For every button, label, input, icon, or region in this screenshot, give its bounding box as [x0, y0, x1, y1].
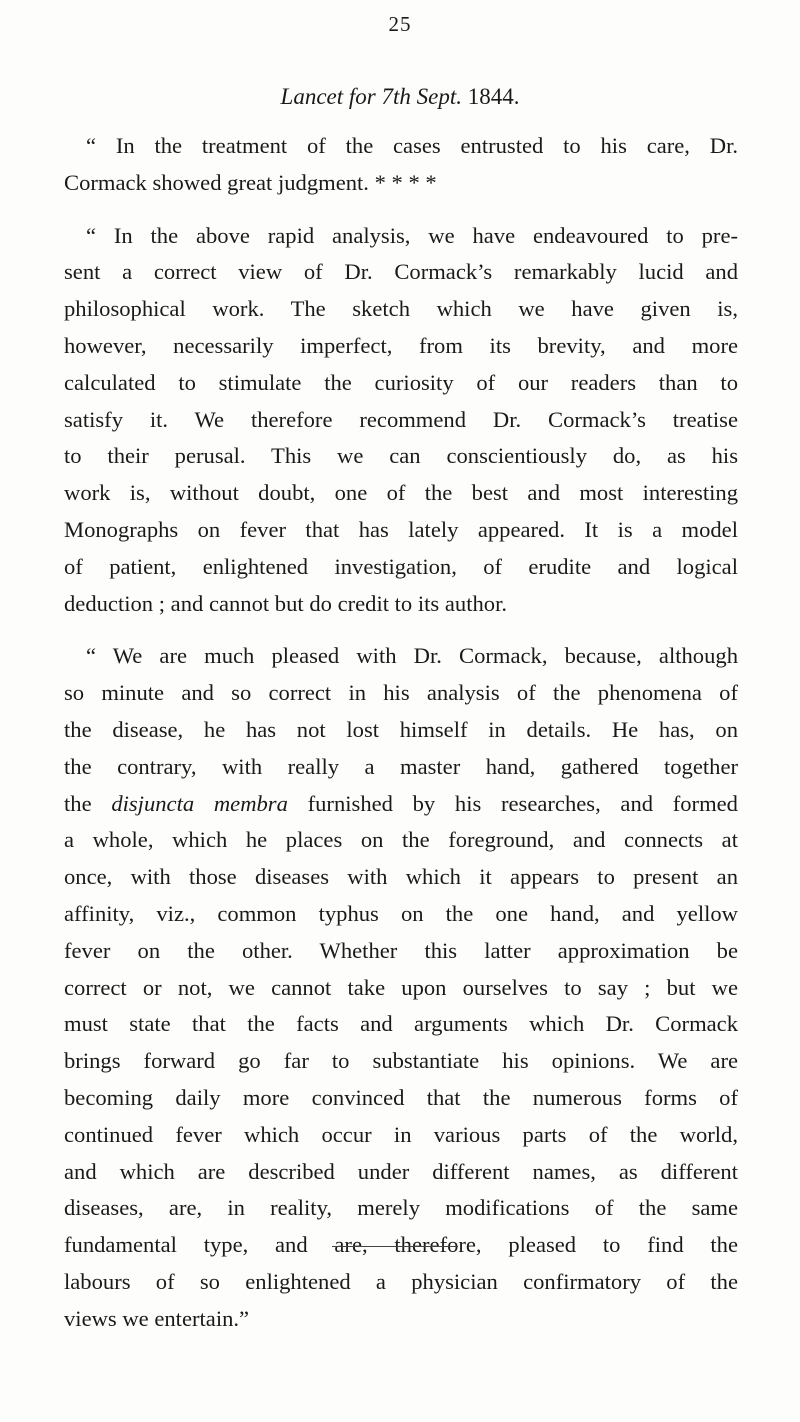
text-line: philosophical work. The sketch which we have given is,: [64, 296, 738, 322]
text-line: to their perusal. This we can conscientiously do, as his: [64, 443, 738, 469]
text-line: must state that the facts and arguments which Dr. Cormack: [64, 1011, 738, 1037]
text-line: Cormack showed great judgment. * * * *: [64, 169, 437, 195]
text-line: “ We are much pleased with Dr. Cormack, because, although: [86, 643, 738, 669]
text-line: becoming daily more convinced that the numerous forms of: [64, 1084, 738, 1110]
end-rule: [332, 1246, 458, 1247]
text-line: calculated to stimulate the curiosity of our readers than to: [64, 369, 738, 395]
text-line: the contrary, with really a master hand, gathered together: [64, 753, 738, 779]
text-line: views we entertain.”: [64, 1305, 250, 1331]
text-line: deduction ; and cannot but do credit to its author.: [64, 590, 507, 616]
source-title: Lancet for 7th Sept.: [280, 84, 462, 109]
text-line: and which are described under different names, as different: [64, 1158, 738, 1184]
paragraph-1: [64, 128, 738, 202]
text-line: once, with those diseases with which it appears to present an: [64, 864, 738, 890]
text-line: “ In the treatment of the cases entrusted to his care, Dr.: [86, 133, 738, 158]
text-line: so minute and so correct in his analysis of the phenomena of: [64, 680, 738, 706]
text-line: continued fever which occur in various parts of the world,: [64, 1121, 738, 1147]
text-line: sent a correct view of Dr. Cormack’s remarkably lucid and: [64, 259, 738, 285]
text-line: fever on the other. Whether this latter approximation be: [64, 937, 738, 963]
text-line: satisfy it. We therefore recommend Dr. Cormack’s treatise: [64, 406, 738, 432]
text-line: correct or not, we cannot take upon ourselves to say ; but we: [64, 974, 738, 1000]
text-line: brings forward go far to substantiate his opinions. We are: [64, 1048, 738, 1074]
text-line: labours of so enlightened a physician confirmatory of the: [64, 1268, 738, 1294]
text-line: fundamental type, and are, therefore, pleased to find the: [64, 1232, 738, 1258]
text-line: work is, without doubt, one of the best and most interesting: [64, 480, 738, 506]
source-citation: [0, 84, 800, 110]
paragraph-3: [64, 638, 738, 1337]
text-line: “ In the above rapid analysis, we have endeavoured to pre-: [86, 222, 738, 248]
text-line: a whole, which he places on the foreground, and connects at: [64, 827, 738, 853]
text-fragment: the: [64, 790, 112, 816]
text-line: Monographs on fever that has lately appeared. It is a model: [64, 516, 738, 542]
text-line: diseases, are, in reality, merely modifications of the same: [64, 1195, 738, 1221]
text-line: the disease, he has not lost himself in details. He has, on: [64, 716, 738, 742]
text-line-with-italic: [64, 786, 738, 823]
text-line: of patient, enlightened investigation, of erudite and logical: [64, 553, 738, 579]
text-fragment: furnished by his researches, and formed: [287, 790, 738, 816]
text-line: however, necessarily imperfect, from its brevity, and more: [64, 332, 738, 358]
paragraph-2: [64, 218, 738, 623]
article-body: [64, 128, 738, 1354]
text-line: affinity, viz., common typhus on the one hand, and yellow: [64, 900, 738, 926]
italic-phrase: disjuncta membra: [111, 790, 288, 816]
source-year: 1844.: [467, 84, 520, 109]
page-number: 25: [388, 12, 412, 36]
